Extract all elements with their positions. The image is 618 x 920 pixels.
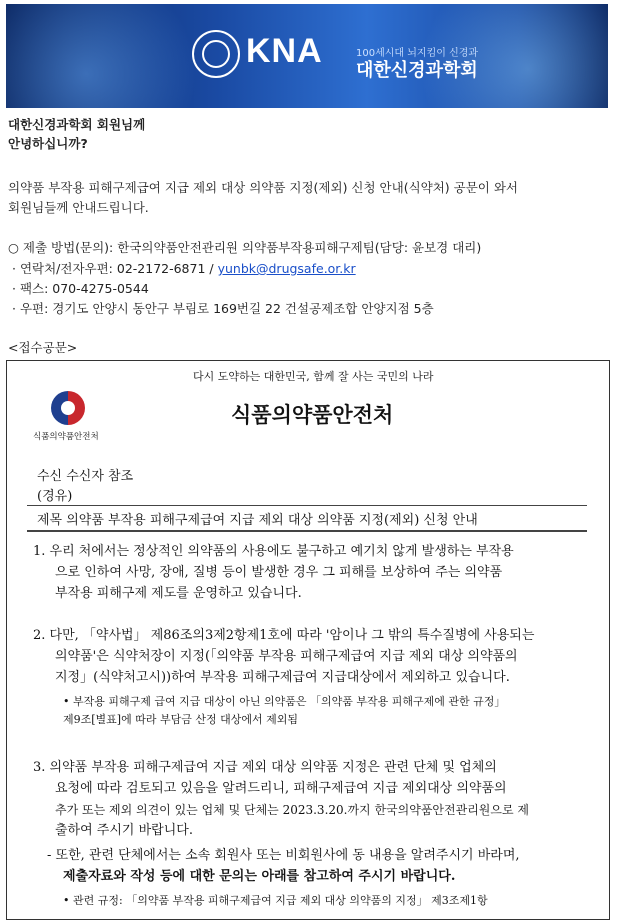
doc-recipient: 수신 수신자 참조	[37, 469, 134, 484]
greeting-line-2: 안녕하십니까?	[8, 136, 88, 151]
p3-line-1: 3. 의약품 부작용 피해구제급여 지급 제외 대상 의약품 지정은 관련 단체 및 업체의	[33, 760, 497, 775]
p3-line-4: 출하여 주시기 바랍니다.	[55, 823, 193, 838]
p1-line-3: 부작용 피해구제 제도를 운영하고 있습니다.	[55, 586, 302, 601]
doc-slogan: 다시 도약하는 대한민국, 함께 잘 사는 국민의 나라	[193, 370, 434, 383]
intro-line-2: 회원님들께 안내드립니다.	[8, 200, 149, 215]
contact-line	[12, 261, 356, 277]
contact-email-link[interactable]: yunbk@drugsafe.or.kr	[217, 261, 356, 276]
p3-dash-1: - 또한, 관련 단체에서는 소속 회원사 또는 비회원사에 동 내용을 알려주시기 바라며,	[47, 848, 520, 863]
p1-line-1: 1. 우리 처에서는 정상적인 의약품의 사용에도 불구하고 예기치 않게 발생하는 부작용	[33, 544, 514, 559]
p3-related: • 관련 규정: 「의약품 부작용 피해구제급여 지급 제외 대상 의약품의 지정」 제3조제1항	[63, 894, 488, 907]
submit-method: ○ 제출 방법(문의): 한국의약품안전관리원 의약품부작용피해구제팀(담당: 윤보경 대리)	[8, 240, 482, 255]
kna-logo-text: KNA	[246, 32, 323, 70]
ministry-small-label: 식품의약품안전처	[33, 432, 99, 442]
brain-graphic-left	[6, 4, 206, 108]
intro-line-1: 의약품 부작용 피해구제급여 지급 제외 대상 의약품 지정(제외) 신청 안내(식약처) 공문이 와서	[8, 180, 518, 195]
fax-line: · 팩스: 070-4275-0544	[12, 281, 149, 296]
p2-line-3: 지정」(식약처고시))하여 부작용 피해구제급여 지급대상에서 제외하고 있습니다.	[55, 670, 510, 685]
official-document-image	[6, 360, 610, 920]
contact-label: · 연락처/전자우편: 02-2172-6871 /	[12, 261, 218, 276]
ministry-title: 식품의약품안전처	[231, 403, 394, 427]
doc-subject: 제목 의약품 부작용 피해구제급여 지급 제외 대상 의약품 지정(제외) 신청 안내	[37, 513, 478, 528]
p3-line-2: 요청에 따라 검토되고 있음을 알려드리니, 피해구제급여 지급 제외대상 의약품의	[55, 781, 507, 796]
p2-note-2: 제9조[별표]에 따라 부담금 산정 대상에서 제외됨	[63, 713, 298, 726]
greeting-line-1: 대한신경과학회 회원님께	[8, 117, 146, 132]
society-name: 대한신경과학회	[356, 60, 478, 81]
received-label: <접수공문>	[8, 340, 78, 355]
p2-line-1: 2. 다만, 「약사법」 제86조의3제2항제1호에 따라 '암이나 그 밖의 특수질병에 사용되는	[33, 628, 535, 643]
society-seal-icon	[192, 30, 240, 78]
p2-line-2: 의약품'은 식약처장이 지정(「의약품 부작용 피해구제급여 지급 제외 대상 의약품의	[55, 649, 518, 664]
p3-dash-2: 제출자료와 작성 등에 대한 문의는 아래를 참고하여 주시기 바랍니다.	[63, 869, 456, 884]
doc-via: (경유)	[37, 489, 73, 504]
mail-line: · 우편: 경기도 안양시 동안구 부림로 169번길 22 건설공제조합 안양지점 5층	[12, 301, 434, 316]
p3-line-3: 추가 또는 제외 의견이 있는 업체 및 단체는 2023.3.20.까지 한국의약품안전관리원으로 제	[55, 803, 529, 817]
header-banner	[6, 4, 608, 108]
p1-line-2: 으로 인하여 사망, 장애, 질병 등이 발생한 경우 그 피해를 보상하여 주는 의약품	[55, 565, 503, 580]
banner-tagline: 100세시대 뇌지킴이 신경과	[356, 48, 479, 59]
p2-note-1: • 부작용 피해구제 급여 지급 대상이 아닌 의약품은 「의약품 부작용 피해구제에 관한 규정」	[63, 695, 506, 708]
